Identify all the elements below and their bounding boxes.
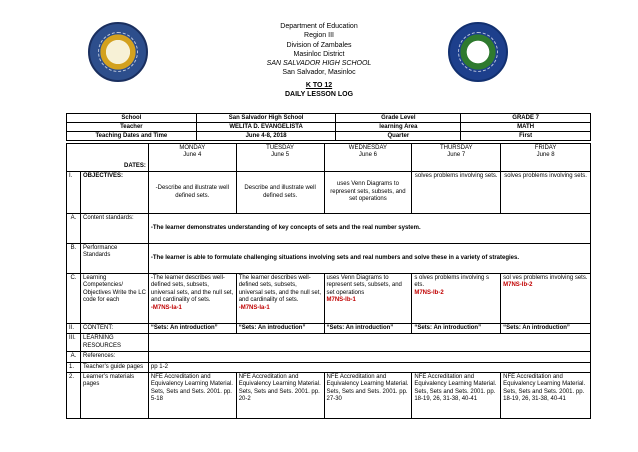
row-label: Learner’s materials pages: [80, 373, 148, 419]
row-number: A.: [67, 352, 81, 362]
lc-code: -M7NS-Ia-1: [238, 304, 270, 311]
competency-cell: [412, 274, 501, 324]
performance-standards-text: -The learner is able to formulate challenging situations involving sets and real numbers and solve these in a variety of strategies.: [148, 244, 590, 274]
school-value: San Salvador High School: [196, 114, 336, 123]
row-label: CONTENT:: [80, 324, 148, 334]
quarter-value: First: [461, 132, 591, 141]
row-label: References:: [80, 352, 148, 362]
competency-text: The learner describes well-defined sets, subsets, universal sets, and the null set, and cardinality of sets.: [238, 275, 322, 304]
row-label: Performance Standards: [80, 244, 148, 274]
materials-cell: NFE Accreditation and Equivalency Learning Material. Sets, Sets and Sets. 2001. pp. 18-19, 26, 31-38, 40-41: [412, 373, 501, 419]
day-date: June 6: [358, 152, 377, 159]
header-department: Department of Education: [280, 23, 358, 30]
day-wednesday: [324, 144, 412, 172]
row-number: III.: [67, 334, 81, 352]
teacher-guide-row: [67, 362, 591, 372]
area-value: MATH: [461, 123, 591, 132]
row-number: I.: [67, 172, 81, 214]
content-cell: “Sets: An introduction”: [324, 324, 412, 334]
materials-cell: NFE Accreditation and Equivalency Learning Material. Sets, Sets and Sets. 2001. pp. 20-2: [236, 373, 324, 419]
teacher-value: WELITA D. EVANGELISTA: [196, 123, 336, 132]
day-date: June 5: [271, 152, 290, 159]
info-table: [66, 113, 591, 141]
content-cell: “Sets: An introduction”: [236, 324, 324, 334]
row-label: Content standards:: [80, 214, 148, 244]
document-header: [0, 22, 638, 99]
grade-value: GRADE 7: [461, 114, 591, 123]
content-cell: “Sets: An introduction”: [412, 324, 501, 334]
header-district: Masinloc District: [293, 50, 345, 58]
lc-code: M7NS-Ib-1: [326, 297, 356, 304]
performance-standards-row: [67, 244, 591, 274]
header-division: Division of Zambales: [286, 41, 352, 49]
header-region: Region III: [304, 32, 334, 40]
competency-text: -The learner describes well-defined sets, subsets, universal sets, and the null set, and cardinality of sets.: [150, 275, 234, 304]
resources-row: [67, 334, 591, 352]
school-label: School: [67, 114, 197, 123]
row-label: LEARNING RESOURCES: [80, 334, 148, 352]
lesson-log-table: [66, 143, 591, 419]
header-address: San Salvador, Masinloc: [282, 69, 356, 77]
row-label: OBJECTIVES:: [80, 172, 148, 214]
resources-cell: [148, 334, 590, 352]
lc-code: -M7NS-Ia-1: [150, 304, 182, 311]
dates-label: Teaching Dates and Time: [67, 132, 197, 141]
row-number: A.: [67, 214, 81, 244]
lc-code: M7NS-Ib-2: [503, 282, 533, 289]
references-row: [67, 352, 591, 362]
area-label: learning Area: [336, 123, 461, 132]
day-date: June 8: [536, 152, 555, 159]
content-standards-text: -The learner demonstrates understanding of key concepts of sets and the real number system.: [148, 214, 590, 244]
row-number: C.: [67, 274, 81, 324]
objective-cell: uses Venn Diagrams to represent sets, subsets, and set operations: [324, 172, 412, 214]
materials-cell: NFE Accreditation and Equivalency Learning Material. Sets, Sets and Sets. 2001. pp. 5-18: [148, 373, 236, 419]
day-monday: [148, 144, 236, 172]
competency-text: uses Venn Diagrams to represent sets, subsets, and set operations: [326, 275, 402, 296]
objective-cell: solves problems involving sets.: [412, 172, 501, 214]
grade-label: Grade Level: [336, 114, 461, 123]
dates-row: [67, 144, 591, 172]
day-tuesday: [236, 144, 324, 172]
teacher-guide-pages: pp 1-2: [148, 362, 590, 372]
row-label: Teacher’s guide pages: [80, 362, 148, 372]
materials-cell: NFE Accreditation and Equivalency Learning Material. Sets, Sets and Sets. 2001. pp. 18-19, 26, 31-38, 40-41: [501, 373, 591, 419]
content-standards-row: [67, 214, 591, 244]
lc-code: M7NS-Ib-2: [414, 289, 444, 296]
info-row: [67, 123, 591, 132]
day-name: FRIDAY: [534, 145, 557, 151]
materials-cell: NFE Accreditation and Equivalency Learning Material. Sets, Sets and Sets. 2001. pp. 27-30: [324, 373, 412, 419]
competencies-row: [67, 274, 591, 324]
teacher-label: Teacher: [67, 123, 197, 132]
day-name: TUESDAY: [266, 145, 295, 151]
learner-materials-row: [67, 373, 591, 419]
objective-cell: -Describe and illustrate well defined sets.: [148, 172, 236, 214]
row-number: II.: [67, 324, 81, 334]
day-thursday: [412, 144, 501, 172]
content-cell: “Sets: An introduction”: [148, 324, 236, 334]
dates-value: June 4-8, 2018: [196, 132, 336, 141]
day-date: June 7: [447, 152, 466, 159]
row-number: 2.: [67, 373, 81, 419]
header-title: DAILY LESSON LOG: [284, 91, 354, 99]
header-school: SAN SALVADOR HIGH SCHOOL: [266, 60, 372, 68]
dates-label-cell: DATES:: [67, 144, 149, 172]
day-name: MONDAY: [179, 145, 206, 151]
content-row: [67, 324, 591, 334]
info-row: [67, 114, 591, 123]
row-label: Learning Competencies/ Objectives Write the LC code for each: [80, 274, 148, 324]
day-date: June 4: [183, 152, 202, 159]
content-cell: “Sets: An introduction”: [501, 324, 591, 334]
competency-cell: [324, 274, 412, 324]
references-cell: [148, 352, 590, 362]
competency-text: s olves problems involving s ets.: [414, 275, 490, 289]
competency-cell: [501, 274, 591, 324]
day-name: THURSDAY: [439, 145, 473, 151]
row-number: B.: [67, 244, 81, 274]
quarter-label: Quarter: [336, 132, 461, 141]
competency-text: sol ves problems involving sets.: [503, 275, 588, 281]
objective-cell: solves problems involving sets.: [501, 172, 591, 214]
header-k12: K TO 12: [305, 81, 333, 89]
day-friday: [501, 144, 591, 172]
objectives-row: [67, 172, 591, 214]
row-number: 1.: [67, 362, 81, 372]
competency-cell: [148, 274, 236, 324]
competency-cell: [236, 274, 324, 324]
day-name: WEDNESDAY: [348, 145, 388, 151]
objective-cell: Describe and illustrate well defined sets.: [236, 172, 324, 214]
info-row: [67, 132, 591, 141]
